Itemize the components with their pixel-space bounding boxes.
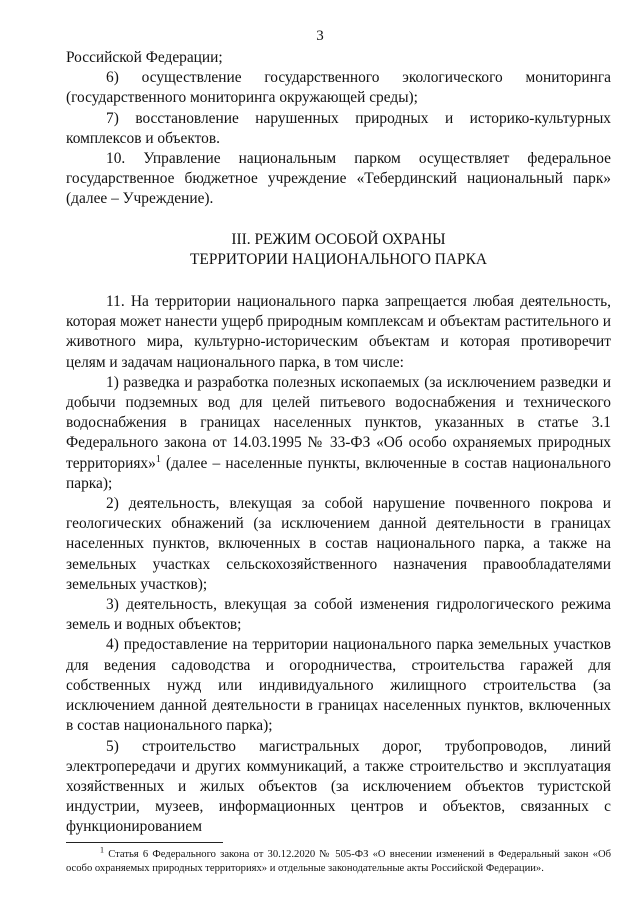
section-heading-line-2: ТЕРРИТОРИИ НАЦИОНАЛЬНОГО ПАРКА — [190, 250, 487, 268]
list-item-1-text: 1) разведка и разработка полезных ископаемых (за исключением разведки и добычи подземных вод для целей питьевого водоснабжения и технического водоснабжения в границах населенных пунктов, указанных в статье 3.1 Федерального закона от 14.03.1995 № 33-ФЗ «Об особо охраняемых природных территориях» — [66, 373, 611, 472]
footnote-mark: 1 — [100, 845, 104, 855]
footnote-text-block — [66, 845, 611, 876]
paragraph-11: 11. На территории национального парка запрещается любая деятельность, которая может нанести ущерб природным комплексам и объектам растительного и животного мира, культурно-историческим объектам и которая противоречит целям и задачам национального парка, в том числе: — [66, 293, 611, 371]
paragraph-10: 10. Управление национальным парком осуществляет федеральное государственное бюджетное учреждение «Тебердинский национальный парк» (далее – Учреждение). — [66, 150, 611, 208]
list-item-4: 4) предоставление на территории национального парка земельных участков для ведения садоводства и огородничества, строительства гаражей для собственных нужд или индивидуального жилищного строительства (за исключением данной деятельности в границах населенных пунктов, включенных в состав национального парка); — [66, 636, 611, 735]
list-item-3: 3) деятельность, влекущая за собой изменения гидрологического режима земель и водных объектов; — [66, 596, 611, 634]
footnote-separator — [66, 842, 223, 843]
paragraph-item-7: 7) восстановление нарушенных природных и историко-культурных комплексов и объектов. — [66, 109, 611, 147]
section-heading — [66, 230, 611, 270]
paragraph-federation: Российской Федерации; — [66, 49, 223, 66]
page-number: 3 — [316, 28, 324, 44]
list-item-2: 2) деятельность, влекущая за собой нарушение почвенного покрова и геологических обнажений (за исключением данной деятельности в границах населенных пунктов, включенных в состав национального парка, а также на земельных участках сельскохозяйственного назначения правообладателями земельных участков); — [66, 495, 611, 593]
document-body — [66, 48, 611, 838]
list-item-1-continuation: (далее – населенные пункты, включенные в состав национального парка); — [66, 454, 611, 492]
footnote — [66, 845, 611, 876]
footnote-reference: 1 — [155, 453, 161, 465]
list-item-1 — [66, 373, 611, 494]
list-item-5: 5) строительство магистральных дорог, трубопроводов, линий электропередачи и других коммуникаций, а также строительство и эксплуатация хозяйственных и жилых объектов (за исключением объектов туристской индустрии, музеев, информационных центров и объектов, связанных с функционированием — [66, 737, 611, 836]
paragraph-item-6: 6) осуществление государственного экологического мониторинга (государственного мониторинга окружающей среды); — [66, 69, 611, 107]
footnote-text: Статья 6 Федерального закона от 30.12.2020 № 505-ФЗ «О внесении изменений в Федеральный закон «Об особо охраняемых природных территориях» и отдельные законодательные акты Российской Федерации». — [66, 849, 611, 874]
section-heading-line-1: III. РЕЖИМ ОСОБОЙ ОХРАНЫ — [231, 230, 446, 248]
